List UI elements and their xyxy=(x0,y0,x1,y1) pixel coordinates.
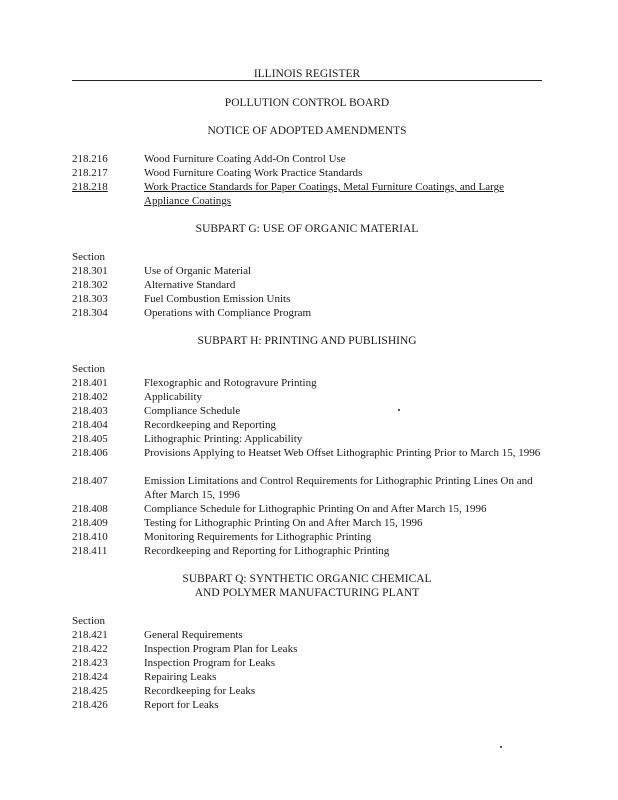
section-label: Section xyxy=(72,615,105,627)
scan-speck xyxy=(500,746,502,748)
section-title: Wood Furniture Coating Add-On Control Use xyxy=(144,153,346,165)
section-number: 218.402 xyxy=(72,391,108,403)
section-title: Compliance Schedule xyxy=(144,405,241,417)
notice-title: NOTICE OF ADOPTED AMENDMENTS xyxy=(207,125,407,137)
section-number: 218.409 xyxy=(72,517,108,529)
running-title: ILLINOIS REGISTER xyxy=(253,68,361,80)
section-number: 218.405 xyxy=(72,433,108,445)
section-title: Report for Leaks xyxy=(144,699,219,711)
section-number: 218.407 xyxy=(72,475,108,487)
section-title: Flexographic and Rotogravure Printing xyxy=(144,377,317,389)
section-title: Monitoring Requirements for Lithographic Printing xyxy=(144,531,372,543)
section-number: 218.421 xyxy=(72,629,108,641)
section-number: 218.303 xyxy=(72,293,108,305)
section-title: Testing for Lithographic Printing On and After March 15, 1996 xyxy=(144,517,423,529)
section-title: Emission Limitations and Control Requirements for Lithographic Printing Lines On and After March 15, 1996 xyxy=(144,475,533,501)
subpart-g-heading: SUBPART G: USE OF ORGANIC MATERIAL xyxy=(195,223,419,235)
section-number: 218.423 xyxy=(72,657,108,669)
section-number: 218.411 xyxy=(72,545,108,557)
subpart-q-heading-line2: AND POLYMER MANUFACTURING PLANT xyxy=(194,587,420,599)
section-title: Recordkeeping for Leaks xyxy=(144,685,256,697)
section-title: Repairing Leaks xyxy=(144,671,217,683)
section-number: 218.401 xyxy=(72,377,108,389)
section-title: Provisions Applying to Heatset Web Offset Lithographic Printing Prior to March 15, 1996 xyxy=(144,447,541,459)
section-number: 218.408 xyxy=(72,503,108,515)
header-rule xyxy=(72,80,542,81)
subpart-q-heading-line1: SUBPART Q: SYNTHETIC ORGANIC CHEMICAL xyxy=(182,573,432,585)
section-number: 218.426 xyxy=(72,699,108,711)
subpart-h-heading: SUBPART H: PRINTING AND PUBLISHING xyxy=(197,335,417,347)
section-title: Inspection Program for Leaks xyxy=(144,657,276,669)
section-number: 218.304 xyxy=(72,307,108,319)
section-number: 218.425 xyxy=(72,685,108,697)
section-title: Operations with Compliance Program xyxy=(144,307,312,319)
section-title: Compliance Schedule for Lithographic Printing On and After March 15, 1996 xyxy=(144,503,487,515)
section-number: 218.404 xyxy=(72,419,108,431)
section-number: 218.403 xyxy=(72,405,108,417)
section-number: 218.216 xyxy=(72,153,108,165)
section-number: 218.424 xyxy=(72,671,108,683)
section-label: Section xyxy=(72,363,105,375)
section-number: 218.422 xyxy=(72,643,108,655)
section-title: Use of Organic Material xyxy=(144,265,252,277)
section-number: 218.410 xyxy=(72,531,108,543)
section-title: Work Practice Standards for Paper Coatings, Metal Furniture Coatings, and Large Appliance Coatings xyxy=(144,181,504,207)
scan-speck xyxy=(398,409,400,411)
section-title: Recordkeeping and Reporting xyxy=(144,419,276,431)
section-number: 218.217 xyxy=(72,167,108,179)
section-number: 218.302 xyxy=(72,279,108,291)
section-title: Fuel Combustion Emission Units xyxy=(144,293,291,305)
section-title: Recordkeeping and Reporting for Lithographic Printing xyxy=(144,545,390,557)
section-label: Section xyxy=(72,251,105,263)
section-number: 218.218 xyxy=(72,181,108,193)
section-title: Inspection Program Plan for Leaks xyxy=(144,643,298,655)
section-title: Lithographic Printing: Applicability xyxy=(144,433,303,445)
section-title: Wood Furniture Coating Work Practice Standards xyxy=(144,167,363,179)
section-title: Applicability xyxy=(144,391,203,403)
section-title: General Requirements xyxy=(144,629,243,641)
agency-title: POLLUTION CONTROL BOARD xyxy=(224,97,390,109)
section-number: 218.301 xyxy=(72,265,108,277)
section-title: Alternative Standard xyxy=(144,279,236,291)
section-number: 218.406 xyxy=(72,447,108,459)
